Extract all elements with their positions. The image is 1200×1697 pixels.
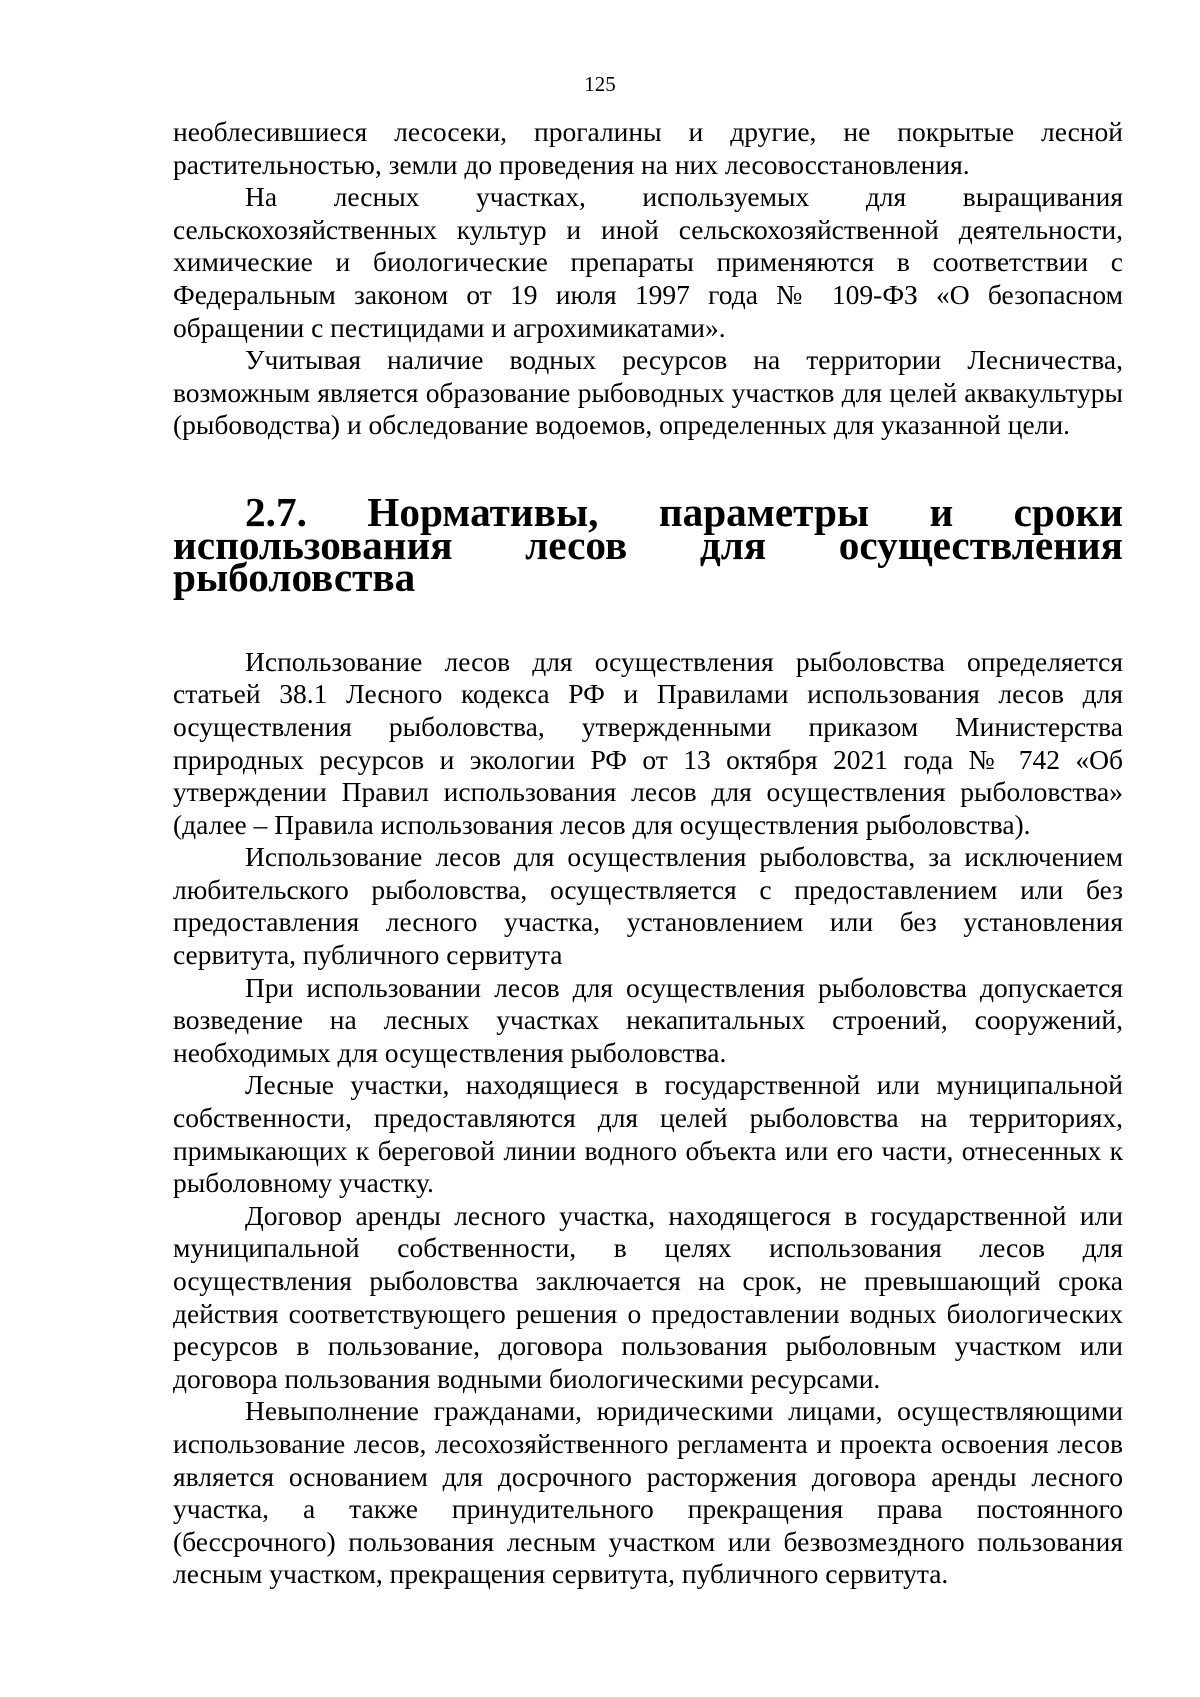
paragraph-fishing-with-plot: Использование лесов для осуществления рыболовства, за исключением любительского рыболовства, осуществляется с предоставлением или без предоставления лесного участка, установлением или без установления сервитута, публичного сервитута — [173, 841, 1123, 971]
paragraph-fishing-definition: Использование лесов для осуществления рыболовства определяется статьей 38.1 Лесного кодекса РФ и Правилами использования лесов для осуществления рыболовства, утвержденными приказом Министерства природных ресурсов и экологии РФ от 13 октября 2021 года № 742 «Об утверждении Правил использования лесов для осуществления рыболовства» (далее – Правила использования лесов для осуществления рыболовства). — [173, 645, 1123, 840]
paragraph-chemicals: На лесных участках, используемых для выращивания сельскохозяйственных культур и иной сельскохозяйственной деятельности, химические и биологические препараты применяются в соответствии с Федеральным законом от 19 июля 1997 года № 109-ФЗ «О безопасном обращении с пестицидами и агрохимикатами». — [173, 181, 1123, 343]
paragraph-water-resources: Учитывая наличие водных ресурсов на территории Лесничества, возможным является образование рыбоводных участков для целей аквакультуры (рыбоводства) и обследование водоемов, определенных для указанной цели. — [173, 344, 1123, 441]
paragraph-lease-term: Договор аренды лесного участка, находящегося в государственной или муниципальной собственности, в целях использования лесов для осуществления рыболовства заключается на срок, не превышающий срока действия соответствующего решения о предоставлении водных биологических ресурсов в пользование, договора пользования рыболовным участком или договора пользования водными биологическими ресурсами. — [173, 1199, 1123, 1394]
page-number: 125 — [584, 72, 616, 96]
section-heading-2-7: 2.7. Нормативы, параметры и сроки использования лесов для осуществления рыболовства — [173, 488, 1123, 601]
paragraph-temporary-structures: При использовании лесов для осуществления рыболовства допускается возведение на лесных участках некапитальных строений, сооружений, необходимых для осуществления рыболовства. — [173, 971, 1123, 1068]
page-body — [173, 116, 1123, 1591]
paragraph-continuation: необлесившиеся лесосеки, прогалины и другие, не покрытые лесной растительностью, земли до проведения на них лесовосстановления. — [173, 116, 1123, 180]
paragraph-termination: Невыполнение гражданами, юридическими лицами, осуществляющими использование лесов, лесохозяйственного регламента и проекта освоения лесов является основанием для досрочного расторжения договора аренды лесного участка, а также принудительного прекращения права постоянного (бессрочного) пользования лесным участком или безвозмездного пользования лесным участком, прекращения сервитута, публичного сервитута. — [173, 1395, 1123, 1590]
paragraph-plots-near-shore: Лесные участки, находящиеся в государственной или муниципальной собственности, предоставляются для целей рыболовства на территориях, примыкающих к береговой линии водного объекта или его части, отнесенных к рыболовному участку. — [173, 1069, 1123, 1199]
